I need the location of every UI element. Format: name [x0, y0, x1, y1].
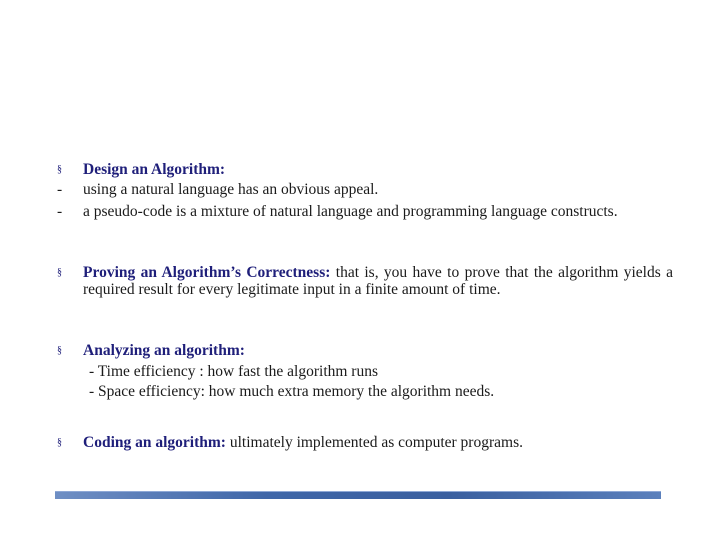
analysis-paragraph	[83, 343, 673, 401]
design-item-text: a pseudo-code is a mixture of natural language and programming language constructs.	[83, 203, 618, 220]
footer-divider-bar	[55, 491, 661, 499]
bullet-icon: §	[57, 437, 62, 448]
analysis-heading: Analyzing an algorithm:	[83, 342, 245, 359]
analysis-line-time: - Time efficiency : how fast the algorithm runs	[89, 362, 378, 380]
bullet-icon: §	[57, 164, 62, 175]
design-item-text: using a natural language has an obvious appeal.	[83, 181, 379, 198]
coding-heading: Coding an algorithm:	[83, 434, 226, 451]
bullet-icon: §	[57, 267, 62, 278]
coding-paragraph	[83, 435, 673, 452]
correctness-text: that is, you have to prove that the algorithm yields a required result for every legitimate input in a finite amount of time.	[83, 264, 673, 298]
correctness-paragraph	[83, 265, 673, 298]
dash-icon: -	[57, 203, 63, 220]
analysis-line-space: - Space efficiency: how much extra memory the algorithm needs.	[89, 383, 495, 400]
design-heading: Design an Algorithm:	[83, 161, 226, 178]
dash-icon: -	[57, 181, 63, 198]
bullet-icon: §	[57, 345, 62, 356]
coding-text: ultimately implemented as computer programs.	[225, 434, 523, 451]
correctness-heading: Proving an Algorithm’s Correctness:	[83, 264, 331, 281]
